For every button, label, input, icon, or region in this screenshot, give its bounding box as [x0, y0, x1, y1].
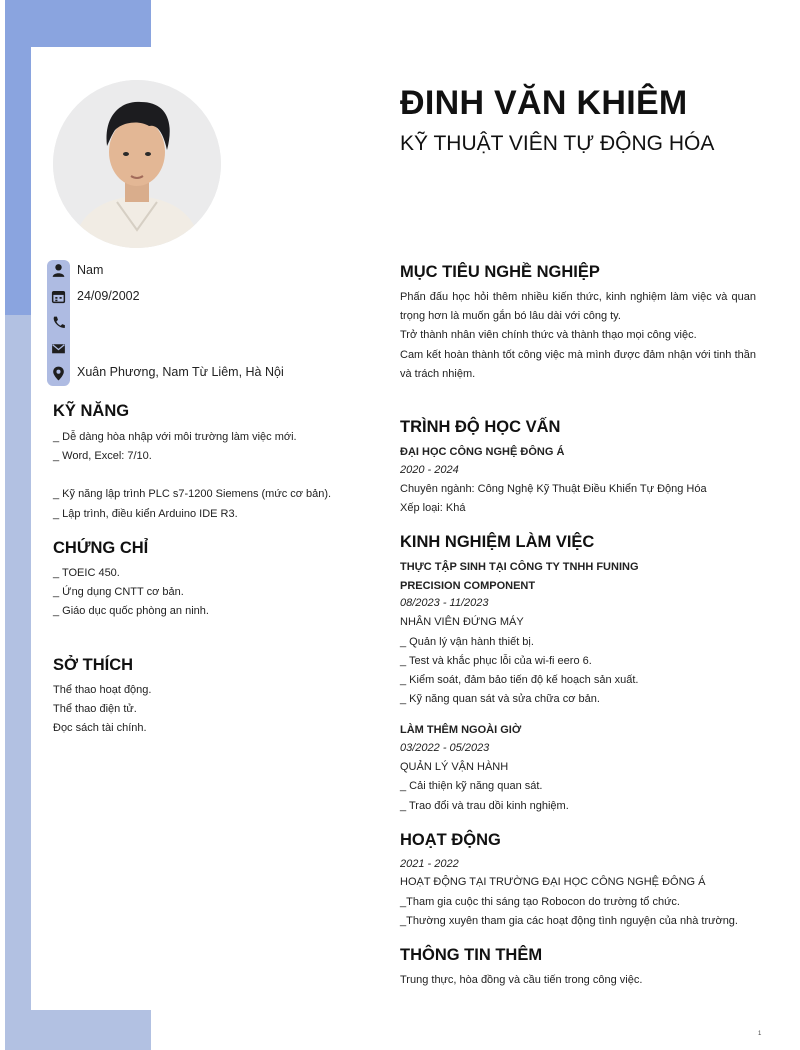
education-period: 2020 - 2024: [400, 464, 459, 476]
job-company: LÀM THÊM NGOÀI GIỜ: [400, 724, 522, 736]
phone-icon: [50, 314, 67, 331]
activity-org: HOẠT ĐỘNG TẠI TRƯỜNG ĐẠI HỌC CÔNG NGHỆ ĐÔNG Á: [400, 876, 706, 888]
education-grade: Xếp loại: Khá: [400, 502, 466, 514]
additional-text: Trung thực, hòa đồng và cầu tiến trong công việc.: [400, 974, 643, 986]
hobbies-heading: SỞ THÍCH: [53, 656, 134, 674]
job-company: PRECISION COMPONENT: [400, 580, 536, 592]
job-task: _ Cải thiện kỹ năng quan sát.: [400, 780, 543, 792]
gender-text: Nam: [77, 263, 104, 277]
skill-item: _ Word, Excel: 7/10.: [53, 450, 152, 462]
calendar-icon: [50, 288, 67, 305]
job-position: NHÂN VIÊN ĐỨNG MÁY: [400, 616, 524, 628]
avatar: [53, 80, 221, 248]
activity-period: 2021 - 2022: [400, 858, 459, 870]
job-task: _ Trao đổi và trau dồi kinh nghiệm.: [400, 800, 569, 812]
education-heading: TRÌNH ĐỘ HỌC VẤN: [400, 418, 561, 436]
job-company: THỰC TẬP SINH TẠI CÔNG TY TNHH FUNING: [400, 561, 639, 573]
certificates-heading: CHỨNG CHỈ: [53, 539, 149, 557]
certificate-item: _ TOEIC 450.: [53, 567, 120, 579]
accent-bar-side: [5, 315, 31, 1050]
hobby-item: Thể thao hoạt động.: [53, 684, 152, 696]
objective-paragraph: Trở thành nhân viên chính thức và thành thạo mọi công việc.: [400, 329, 697, 341]
certificate-item: _ Giáo dục quốc phòng an ninh.: [53, 605, 209, 617]
additional-heading: THÔNG TIN THÊM: [400, 946, 543, 964]
job-period: 03/2022 - 05/2023: [400, 742, 490, 754]
hobby-item: Đọc sách tài chính.: [53, 722, 147, 734]
location-icon: [50, 365, 67, 382]
job-task: _ Kiểm soát, đảm bảo tiến độ kế hoạch sản xuất.: [400, 674, 639, 686]
full-name: ĐINH VĂN KHIÊM: [400, 84, 688, 122]
page-number: 1: [758, 1031, 762, 1037]
objective-paragraph: Phấn đấu học hỏi thêm nhiều kiến thức, kinh nghiệm làm việc và quan trọng hơn là muốn gắn bó lâu dài với công ty.: [400, 291, 756, 322]
job-task: _ Quản lý vận hành thiết bị.: [400, 636, 534, 648]
person-icon: [50, 262, 67, 279]
skill-item: _ Dễ dàng hòa nhập với môi trường làm việc mới.: [53, 431, 297, 443]
hobby-item: Thể thao điện tử.: [53, 703, 137, 715]
job-position: QUẢN LÝ VẬN HÀNH: [400, 761, 509, 773]
school-name: ĐẠI HỌC CÔNG NGHỆ ĐÔNG Á: [400, 446, 565, 458]
skill-item: _ Kỹ năng lập trình PLC s7-1200 Siemens (mức cơ bản).: [53, 488, 332, 500]
address-text: Xuân Phương, Nam Từ Liêm, Hà Nội: [77, 365, 284, 379]
job-task: _ Kỹ năng quan sát và sửa chữa cơ bản.: [400, 693, 600, 705]
objective-heading: MỤC TIÊU NGHỀ NGHIỆP: [400, 263, 600, 281]
job-title: KỸ THUẬT VIÊN TỰ ĐỘNG HÓA: [400, 132, 715, 155]
certificate-item: _ Ứng dụng CNTT cơ bản.: [53, 586, 184, 598]
skills-heading: KỸ NĂNG: [53, 402, 130, 420]
dob-text: 24/09/2002: [77, 289, 140, 303]
job-period: 08/2023 - 11/2023: [400, 597, 489, 609]
activities-heading: HOẠT ĐỘNG: [400, 831, 501, 849]
activity-item: _Thường xuyên tham gia các hoạt động tình nguyện của nhà trường.: [400, 915, 738, 927]
experience-heading: KINH NGHIỆM LÀM VIỆC: [400, 533, 595, 551]
objective-paragraph: Cam kết hoàn thành tốt công việc mà mình được đảm nhận với tinh thần và trách nhiệm.: [400, 349, 756, 380]
job-task: _ Test và khắc phục lỗi của wi-fi eero 6.: [400, 655, 592, 667]
activity-item: _Tham gia cuộc thi sáng tạo Robocon do trường tổ chức.: [400, 896, 680, 908]
accent-bar-bottom: [5, 1010, 151, 1050]
email-icon: [50, 340, 67, 357]
skill-item: _ Lập trình, điều kiển Arduino IDE R3.: [53, 508, 238, 520]
education-major: Chuyên ngành: Công Nghệ Kỹ Thuật Điều Khiển Tự Động Hóa: [400, 483, 707, 495]
